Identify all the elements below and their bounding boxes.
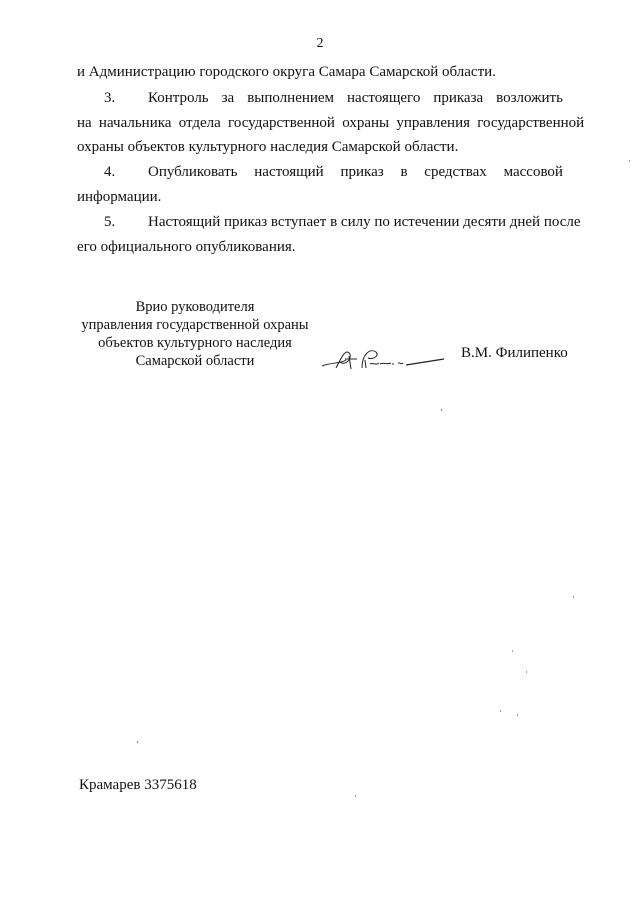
word: Опубликовать — [148, 164, 238, 180]
word: настоящий — [254, 164, 324, 180]
word: за — [221, 90, 235, 106]
scan-speck — [137, 741, 138, 743]
item-4-second-line: информации. — [77, 189, 162, 205]
item-3-third-line: охраны объектов культурного наследия Самарской области. — [77, 139, 459, 155]
signatory-title-line: Врио руководителя — [135, 299, 255, 315]
signatory-title-line: Самарской области — [135, 353, 255, 369]
item-3-number: 3. — [104, 90, 116, 106]
item-5-second-line: его официального опубликования. — [77, 239, 296, 255]
scan-speck — [573, 596, 574, 598]
word: приказа — [433, 90, 484, 106]
paragraph-continuation: и Администрацию городского округа Самара Самарской области. — [77, 64, 496, 80]
item-4-number: 4. — [104, 164, 116, 180]
scan-speck — [441, 409, 442, 411]
signatory-title-line: объектов культурного наследия — [98, 335, 292, 351]
word: настоящего — [347, 90, 421, 106]
word: возложить — [496, 90, 563, 106]
item-4-first-line — [148, 164, 563, 181]
scan-speck — [355, 795, 356, 797]
signatory-title — [75, 298, 315, 370]
executor-contact: Крамарев 3375618 — [79, 777, 197, 793]
scan-speck — [629, 160, 630, 162]
scan-speck — [517, 714, 518, 716]
signatory-name: В.М. Филипенко — [461, 345, 568, 361]
scan-speck — [512, 650, 513, 652]
handwritten-signature — [318, 342, 446, 376]
page-number: 2 — [316, 36, 324, 51]
word: Контроль — [148, 90, 209, 106]
scan-speck — [526, 671, 527, 673]
word: выполнением — [247, 90, 335, 106]
word: средствах — [424, 164, 487, 180]
item-5-number: 5. — [104, 214, 116, 230]
word: приказ — [340, 164, 384, 180]
signatory-title-line: управления государственной охраны — [81, 317, 309, 333]
word: массовой — [503, 164, 563, 180]
word: в — [400, 164, 408, 180]
item-3-second-line: на начальника отдела государственной охраны управления государственной — [77, 115, 585, 131]
scan-speck — [500, 710, 501, 712]
item-3-first-line — [148, 90, 563, 107]
item-5-first-line: Настоящий приказ вступает в силу по истечении десяти дней после — [148, 214, 581, 230]
